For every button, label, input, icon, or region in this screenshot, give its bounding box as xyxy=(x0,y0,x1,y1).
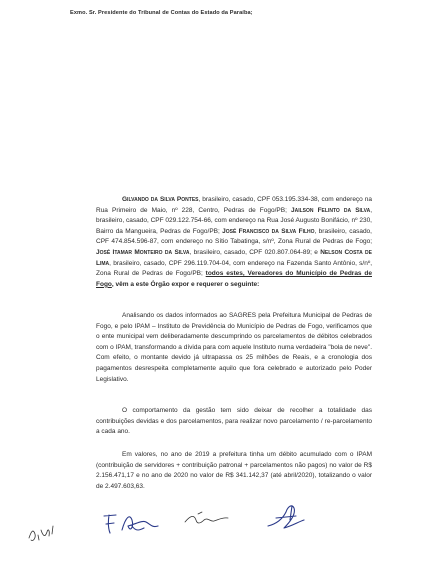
petition-intro: , vêm a este Órgão expor e requerer o seguinte: xyxy=(111,280,260,288)
petitioner-name: Gilvando da Silva Pontes xyxy=(122,196,199,203)
petitioners-role: todos estes, Vereadores do Município de Pedras de Fogo xyxy=(96,270,372,288)
petitioner-details: , brasileiro, casado, CPF 296.119.704-04, com endereço na Fazenda Santo Antônio, s/nº, Zona Rural de Pedras de Fogo/PB; xyxy=(96,259,372,278)
paragraph-text: Em valores, no ano de 2019 a prefeitura tinha um débito acumulado com o IPAM (contribuição de servidores + contribuição patronal + parcelamentos não pagos) no valor de R$ 2.156.471,17 e no ano de 2020 no valor de R$ 341.142,37 (até abril/2020), totalizando o valor de 2.497.603,63. xyxy=(96,451,372,490)
paragraph-text: O comportamento da gestão tem sido deixar de recolher a totalidade das contribuições devidas e dos parcelamentos, para realizar novo parcelamento / re-parcelamento a cada ano. xyxy=(96,407,372,436)
petitioner-details: , brasileiro, casado, CPF 053.195.334-38, com endereço na Rua Primeiro de Maio, nº 228, Centro, Pedras de Fogo/PB; xyxy=(96,196,372,214)
signature-1 xyxy=(26,518,60,546)
signature-4 xyxy=(262,500,310,534)
paragraph-petitioners xyxy=(96,195,372,290)
addressee-header: Exmo. Sr. Presidente do Tribunal de Contas do Estado da Paraíba; xyxy=(70,10,253,16)
petitioner-details: , brasileiro, casado, CPF 029.122.754-66, com endereço na Rua José Augusto Bonifácio, nº 230, Bairro da Mangueira, Pedras de Fogo/PB; xyxy=(96,206,372,235)
petitioner-name: José Itamar Monteiro da Silva xyxy=(96,248,190,256)
petitioner-details: , brasileiro, casado, CPF 020.807.064-89; e xyxy=(189,248,321,256)
petitioner-name: Nelson Costa de Lima xyxy=(96,248,372,267)
petitioner-details: , brasileiro, casado, CPF 474.854.596-87, com endereço no Sítio Tabatinga, s/nº, Zona Rural de Pedras de Fogo; xyxy=(96,227,372,246)
paragraph-analysis xyxy=(96,311,372,385)
paragraph-behavior xyxy=(96,406,372,438)
paragraph-values xyxy=(96,450,372,492)
paragraph-text: Analisando os dados informados ao SAGRES pela Prefeitura Municipal de Pedras de Fogo, e pelo IPAM – Instituto de Previdência do Município de Pedras de Fogo, verificamos que o ente municipal vem deliberadamente descumprindo os parcelamentos de débitos celebrados com o IPAM, transformando a dívida para com aquele Instituto numa verdadeira "bola de neve". Com efeito, o montante devido já ultrapassa os 25 milhões de Reais, e a cronologia dos pagamentos desrespeita completamente aquilo que fora celebrado e autorizado pelo Poder Legislativo. xyxy=(96,312,372,383)
signatures-area xyxy=(0,500,437,560)
petitioner-name: Jailson Felinto da Silva xyxy=(291,206,371,214)
signature-3 xyxy=(182,508,232,532)
signature-2 xyxy=(100,506,162,540)
petitioner-name: José Francisco da Silva Filho xyxy=(222,227,315,235)
